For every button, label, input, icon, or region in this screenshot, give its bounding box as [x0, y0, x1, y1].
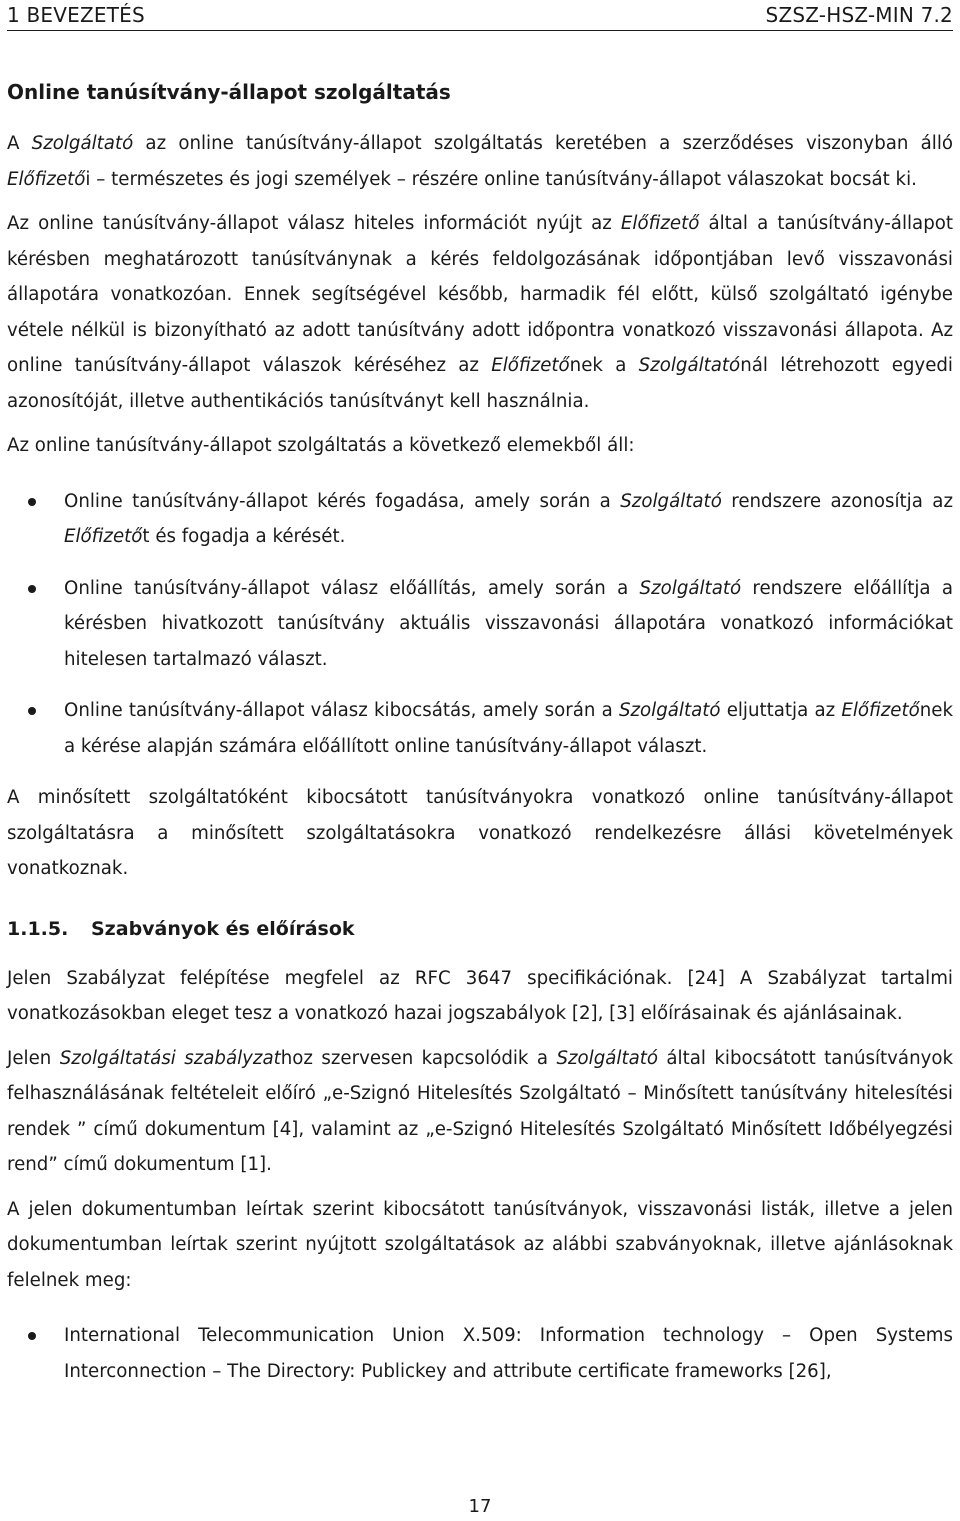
- italic-term: Szolgáltató: [638, 355, 741, 376]
- running-header: [7, 0, 953, 31]
- text-run: Jelen: [7, 1047, 60, 1069]
- page-number: 17: [468, 1496, 492, 1517]
- list-item: [7, 693, 953, 764]
- text-run: Az online tanúsítvány-állapot válasz hiteles információt nyújt az: [7, 213, 621, 234]
- bullet-icon: [28, 1332, 36, 1340]
- bullet-icon: [28, 707, 36, 715]
- italic-term: Szolgáltató: [556, 1047, 658, 1069]
- text-run: eljuttatja az: [720, 700, 842, 721]
- text-run: nál létrehozott egyedi azonosítóját, illetve authentikációs tanúsítványt kell használnia.: [7, 355, 953, 412]
- paragraph-rfc: Jelen Szabályzat felépítése megfelel az RFC 3647 specifikációnak. [24] A Szabályzat tartalmi vonatkozásokban eleget tesz a vonatkozó hazai jogszabályok [2], [3] előírásainak és ajánlásainak.: [7, 967, 953, 1024]
- italic-term: Szolgáltatási szabályzat: [59, 1047, 281, 1069]
- paragraph-standards-intro: A jelen dokumentumban leírtak szerint kibocsátott tanúsítványok, visszavonási listák, illetve a jelen dokumentumban leírtak szerint nyújtott szolgáltatások az alábbi szabványoknak, illetve ajánlásoknak felelnek meg:: [7, 1198, 953, 1291]
- service-elements-list: [7, 484, 953, 765]
- paragraph-intro: [7, 126, 953, 197]
- text-run: rendszere előállítja a kérésben hivatkozott tanúsítvány aktuális visszavonási állapotára vonatkozó információkat hitelesen tartalmazó választ.: [64, 577, 953, 670]
- text-run: A: [7, 133, 32, 154]
- text-run: nek a: [569, 355, 639, 376]
- text-run: i – természetes és jogi személyek – részére online tanúsítvány-állapot válaszokat bocsát ki.: [85, 168, 917, 190]
- text-run: t és fogadja a kérését.: [142, 526, 346, 547]
- italic-term: Előfizető: [620, 213, 700, 234]
- paragraph-description: [7, 206, 953, 419]
- bullet-icon: [28, 585, 36, 593]
- subsection-number: 1.1.5.: [7, 917, 69, 940]
- text-run: Online tanúsítvány-állapot válasz kibocsátás, amely során a: [64, 700, 619, 721]
- italic-term: Szolgáltató: [620, 490, 722, 512]
- text-run: által a tanúsítvány-állapot kérésben meghatározott tanúsítványnak a kérés feldolgozásának időpontjában levő visszavonási állapotára vonatkozóan. Ennek segítségével később, harmadik fél előtt, külső szolgáltató igénybe vétele nélkül is bizonyítható az adott tanúsítvány adott időpontra vonatkozó visszavonási állapota. Az online tanúsítvány-állapot válaszok kéréséhez az: [7, 213, 953, 376]
- header-doc-id: SZSZ-HSZ-MIN 7.2: [765, 3, 953, 27]
- subsection-title: Szabványok és előírások: [91, 917, 355, 940]
- text-run: Online tanúsítvány-állapot kérés fogadása, amely során a: [64, 490, 621, 512]
- text-run: Online tanúsítvány-állapot válasz előállítás, amely során a: [64, 577, 640, 599]
- text-run: az online tanúsítvány-állapot szolgáltatás keretében a szerződéses viszonyban álló: [133, 133, 953, 154]
- text-run: rendszere azonosítja az: [721, 490, 953, 512]
- paragraph-elements-intro: Az online tanúsítvány-állapot szolgáltatás a következő elemekből áll:: [7, 435, 635, 456]
- paragraph-availability: A minősített szolgáltatóként kibocsátott tanúsítványokra vonatkozó online tanúsítvány-állapot szolgáltatásra a minősített szolgáltatásokra vonatkozó rendelkezésre állási követelmények vonatkoznak.: [7, 787, 953, 879]
- italic-term: Előfizető: [491, 355, 570, 376]
- subsection-heading: [7, 915, 953, 943]
- text-run: nek a kérése alapján számára előállított online tanúsítvány-állapot választ.: [64, 700, 953, 757]
- standards-list: [7, 1318, 953, 1389]
- text-run: hoz szervesen kapcsolódik a: [280, 1047, 557, 1069]
- text-run: által kibocsátott tanúsítványok felhasználásának feltételeit előíró „e-Szignó Hitelesítés Szolgáltató – Minősített tanúsítvány hitelesítési rendek ” című dokumentum [4], valamint az „e-Szignó Hitelesítés Szolgáltató Minősített Időbélyegzési rend” című dokumentum [1].: [7, 1047, 954, 1175]
- page-content: [7, 78, 953, 1405]
- italic-term: Szolgáltató: [31, 133, 134, 154]
- italic-term: Szolgáltató: [618, 700, 721, 721]
- list-item: [7, 571, 953, 678]
- italic-term: Szolgáltató: [639, 577, 742, 599]
- paragraph-related-docs: [7, 1041, 953, 1183]
- list-item: [7, 1318, 953, 1389]
- list-item: [7, 484, 953, 555]
- italic-term: Előfizető: [7, 168, 86, 190]
- section-title: Online tanúsítvány-állapot szolgáltatás: [7, 80, 451, 104]
- header-section: 1 BEVEZETÉS: [7, 3, 145, 27]
- italic-term: Előfizető: [841, 700, 920, 721]
- italic-term: Előfizető: [64, 526, 143, 547]
- bullet-icon: [28, 498, 36, 506]
- text-run: International Telecommunication Union X.509: Information technology – Open Systems Interconnection – The Directory: Publickey and attribute certificate frameworks [26],: [64, 1325, 953, 1382]
